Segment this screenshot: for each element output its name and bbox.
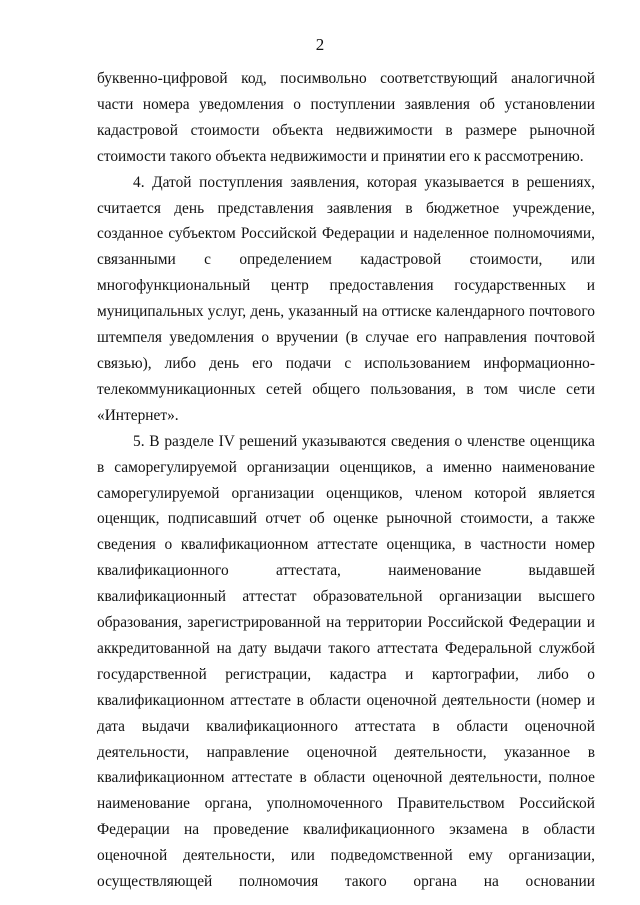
document-body (97, 66, 595, 895)
paragraph-continuation: буквенно-цифровой код, посимвольно соответствующий аналогичной части номера уведомления о поступлении заявления об установлении кадастровой стоимости объекта недвижимости в размере рыночной стоимости такого объекта недвижимости и принятии его к рассмотрению. (97, 70, 595, 165)
paragraph-item-5: 5. В разделе IV решений указываются сведения о членстве оценщика в саморегулируемой организации оценщиков, а именно наименование саморегулируемой организации оценщиков, членом которой является оценщик, подписавший отчет об оценке рыночной стоимости, а также сведения о квалификационном аттестате оценщика, в частности номер квалификационного аттестата, наименование выдавшей квалификационный аттестат образовательной организации высшего образования, зарегистрированной на территории Российской Федерации и аккредитованной на дату выдачи такого аттестата Федеральной службой государственной регистрации, кадастра и картографии, либо о квалификационном аттестате в области оценочной деятельности (номер и дата выдачи квалификационного аттестата в области оценочной деятельности, направление оценочной деятельности, указанное в квалификационном аттестате в области оценочной деятельности, полное наименование органа, уполномоченного Правительством Российской Федерации на проведение квалификационного экзамена в области оценочной деятельности, или подведомственной ему организации, осуществляющей полномочия такого органа на основании (97, 432, 595, 891)
page-number: 2 (315, 35, 325, 54)
paragraph-item-4: 4. Датой поступления заявления, которая указывается в решениях, считается день представления заявления в бюджетное учреждение, созданное субъектом Российской Федерации и наделенное полномочиями, связанными с определением кадастровой стоимости, или многофункциональный центр предоставления государственных и муниципальных услуг, день, указанный на оттиске календарного почтового штемпеля уведомления о вручении (в случае его направления почтовой связью), либо день его подачи с использованием информационно-телекоммуникационных сетей общего пользования, в том числе сети «Интернет». (97, 173, 595, 424)
